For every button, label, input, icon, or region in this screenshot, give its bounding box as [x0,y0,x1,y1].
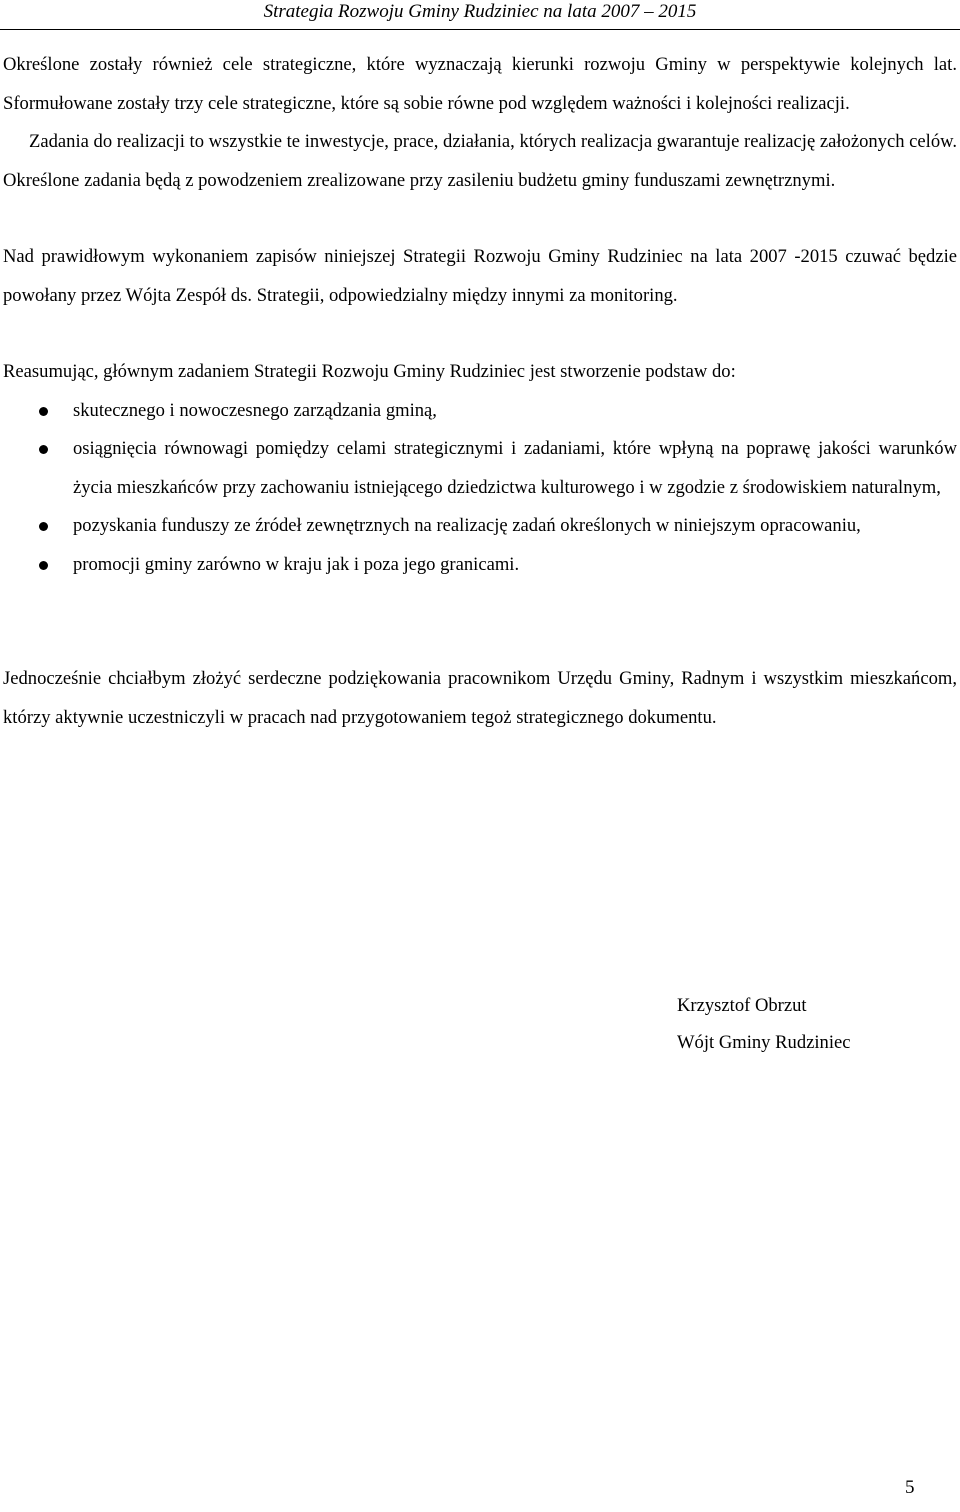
bullet-dot-icon [39,445,48,454]
header-divider [0,29,960,30]
paragraph-acknowledgements: Jednocześnie chciałbym złożyć serdeczne podziękowania pracownikom Urzędu Gminy, Radnym i wszystkim mieszkańcom, którzy aktywnie uczestniczyli w pracach nad przygotowaniem tegoż strategicznego dokumentu. [3,668,957,728]
list-item [3,392,957,431]
signature-block [677,987,851,1061]
list-item-text: osiągnięcia równowagi pomiędzy celami strategicznymi i zadaniami, które wpłyną na poprawę jakości warunków życia mieszkańców przy zachowaniu istniejącego dziedzictwa kulturowego i w zgodzie z środowiskiem naturalnym, [73,438,957,498]
paragraph-spacer [3,584,957,622]
bullet-dot-icon [39,407,48,416]
document-body [3,46,957,737]
paragraph-strategic-goals: Określone zostały również cele strategiczne, które wyznaczają kierunki rozwoju Gminy w perspektywie kolejnych lat. Sformułowane zostały trzy cele strategiczne, które są sobie równe pod względem ważności i kolejności realizacji. [3,54,957,114]
paragraph-spacer [3,200,957,238]
paragraph-summary: Reasumując, głównym zadaniem Strategii Rozwoju Gminy Rudziniec jest stworzenie podstaw do: [3,361,736,382]
bullet-dot-icon [39,522,48,531]
list-item-text: promocji gminy zarówno w kraju jak i poza jego granicami. [73,553,520,575]
list-item [3,546,957,585]
paragraph-monitoring: Nad prawidłowym wykonaniem zapisów niniejszej Strategii Rozwoju Gminy Rudziniec na lata 2007 -2015 czuwać będzie powołany przez Wójta Zespół ds. Strategii, odpowiedzialny między innymi za monitoring. [3,246,957,306]
paragraph-spacer [3,622,957,660]
paragraph-tasks: Zadania do realizacji to wszystkie te inwestycje, prace, działania, których realizacja gwarantuje realizację założonych celów. Określone zadania będą z powodzeniem zrealizowane przy zasileniu budżetu gminy funduszami zewnętrznymi. [3,131,957,191]
bullet-dot-icon [39,561,48,570]
list-item [3,507,957,546]
signature-title: Wójt Gminy Rudziniec [677,1032,851,1053]
paragraph-spacer [3,315,957,353]
page-header-title: Strategia Rozwoju Gminy Rudziniec na lata 2007 – 2015 [263,1,697,22]
bullet-list [3,392,957,585]
list-item-text: skutecznego i nowoczesnego zarządzania gminą, [73,399,437,421]
signature-name: Krzysztof Obrzut [677,995,807,1016]
page-number: 5 [905,1477,915,1498]
list-item-text: pozyskania funduszy ze źródeł zewnętrznych na realizację zadań określonych w niniejszym opracowaniu, [73,515,861,536]
list-item [3,430,957,507]
